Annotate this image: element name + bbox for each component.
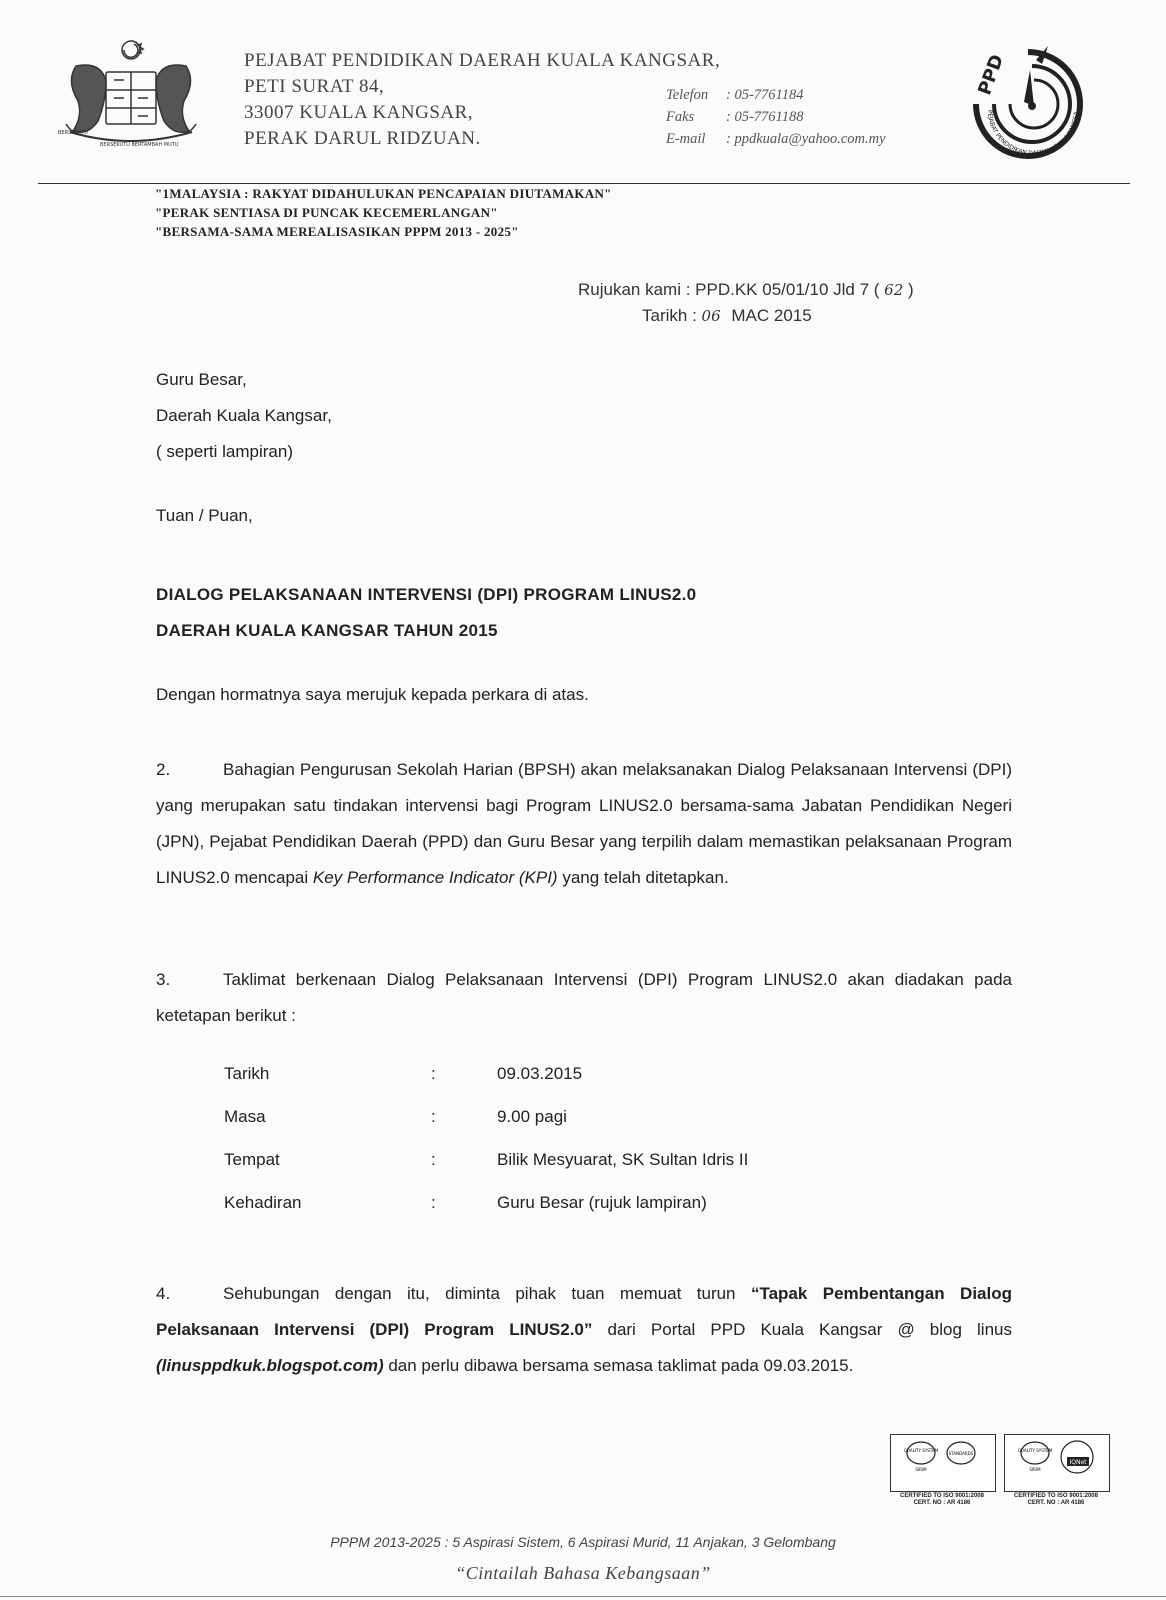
ppd-logo-letters: PPD [974,51,1009,98]
detail-row [224,1193,748,1236]
mottos [155,184,612,241]
recipient-line: Guru Besar, [156,370,247,389]
detail-row [224,1107,748,1150]
footer-pppm: PPPM 2013-2025 : 5 Aspirasi Sistem, 6 Aspirasi Murid, 11 Anjakan, 3 Gelombang [330,1534,836,1550]
paragraph-text: dan perlu dibawa bersama semasa taklimat pada 09.03.2015. [388,1356,854,1375]
contact-row-telefon [666,84,886,106]
iso-cert-badge-1 [890,1434,996,1492]
office-address [244,48,720,152]
date-prefix: Tarikh : [642,306,697,325]
footer-divider [0,1596,1166,1597]
detail-label: Kehadiran [224,1193,302,1212]
subject-line: DAERAH KUALA KANGSAR TAHUN 2015 [156,621,498,640]
address-line: PERAK DARUL RIDZUAN. [244,128,481,149]
footer-slogan: “Cintailah Bahasa Kebangsaan” [455,1563,711,1583]
address-line: PETI SURAT 84, [244,76,385,97]
ref-prefix: Rujukan kami : PPD.KK 05/01/10 Jld 7 ( [578,280,880,299]
paragraph-3 [156,962,1012,1034]
cert-2-caption [998,1493,1114,1507]
paragraph-number: 2. [156,760,171,779]
detail-row [224,1150,748,1193]
ref-suffix: ) [908,280,914,299]
contact-row-email [666,128,886,150]
detail-colon: : [431,1150,436,1169]
motto-line: "1MALAYSIA : RAKYAT DIDAHULUKAN PENCAPAIAN DIUTAMAKAN" [155,186,612,201]
detail-value: 9.00 pagi [497,1107,567,1126]
address-line: 33007 KUALA KANGSAR, [244,102,474,123]
paragraph-number: 3. [156,970,171,989]
salutation: Tuan / Puan, [156,506,253,525]
blog-link[interactable]: (linusppdkuk.blogspot.com) [156,1356,384,1375]
cert-line: CERTIFIED TO ISO 9001:2008 [1014,1493,1098,1499]
crest-ribbon-left: BERSEKUTU [58,130,88,136]
contact-value: : ppdkuala@yahoo.com.my [726,131,886,147]
motto-line: "BERSAMA-SAMA MEREALISASIKAN PPPM 2013 - 2025" [155,224,519,239]
detail-colon: : [431,1064,436,1083]
recipient [156,362,332,470]
coat-of-arms-logo [56,36,206,156]
recipient-line: Daerah Kuala Kangsar, [156,406,332,425]
paragraph-number: 4. [156,1284,171,1303]
date-suffix: MAC 2015 [731,306,812,325]
paragraph-2 [156,752,1012,896]
quality-system-label: QUALITY SYSTEM [903,1448,939,1453]
iso-cert-badge-2 [1004,1434,1110,1492]
paragraph-4 [156,1276,1012,1384]
paragraph-text: dari Portal PPD Kuala Kangsar @ blog linus [607,1320,1012,1339]
cert-1-caption [884,1493,1000,1507]
cert-line: CERT. NO : AR 4186 [1027,1500,1085,1506]
cert-line: CERT. NO : AR 4186 [913,1500,971,1506]
paragraph-text: Taklimat berkenaan Dialog Pelaksanaan Intervensi (DPI) Program LINUS2.0 akan diadakan pada ketetapan berikut : [156,970,1012,1025]
detail-value: Guru Besar (rujuk lampiran) [497,1193,707,1212]
paragraph-text: Bahagian Pengurusan Sekolah Harian (BPSH) akan melaksanakan Dialog Pelaksanaan Intervensi (DPI) yang merupakan satu tindakan intervensi bagi Program LINUS2.0 bersama-sama Jabatan Pendidikan Negeri (JPN), Pejabat Pendidikan Daerah (PPD) dan Guru Besar yang terpilih dalam memastikan pelaksanaan Program LINUS2.0 mencapai [156,760,1012,887]
iqnet-label: IQNet [1069,1459,1087,1466]
contact-info [666,84,886,150]
sirim-label: SIRIM [915,1467,927,1472]
standards-label: STANDARDS [948,1451,974,1456]
cert-line: CERTIFIED TO ISO 9001:2008 [900,1493,984,1499]
contact-row-faks [666,106,886,128]
contact-label: E-mail [666,131,706,147]
address-line: PEJABAT PENDIDIKAN DAERAH KUALA KANGSAR, [244,50,721,71]
reference-block [578,277,914,329]
ppd-logo [968,40,1098,170]
paragraph-text: yang telah ditetapkan. [562,868,729,887]
detail-value: 09.03.2015 [497,1064,583,1083]
motto-line: "PERAK SENTIASA DI PUNCAK KECEMERLANGAN" [155,205,498,220]
subject-line: DIALOG PELAKSANAAN INTERVENSI (DPI) PROGRAM LINUS2.0 [156,585,697,604]
event-details [224,1064,748,1236]
quality-system-label: QUALITY SYSTEM [1017,1448,1053,1453]
contact-label: Faks [666,109,695,125]
date-handwritten: 06 [701,307,721,325]
reference-date [578,303,914,329]
detail-label: Masa [224,1107,266,1126]
sirim-label: SIRIM [1029,1467,1041,1472]
detail-value: Bilik Mesyuarat, SK Sultan Idris II [497,1150,749,1169]
contact-value: : 05-7761188 [726,109,804,125]
ppd-logo-ring-text: PEJABAT PENDIDIKAN DAERAH KUALA KANGSA [985,109,1081,158]
detail-label: Tarikh [224,1064,270,1083]
detail-colon: : [431,1193,436,1212]
contact-value: : 05-7761184 [726,87,804,103]
detail-row [224,1064,748,1107]
ref-handwritten: 62 [884,281,904,299]
kpi-term: Key Performance Indicator (KPI) [312,868,558,887]
reference-number [578,277,914,303]
detail-colon: : [431,1107,436,1126]
letter-subject [156,577,696,649]
download-item-title: “Tapak Pembentangan Dialog Pelaksanaan Intervensi (DPI) Program LINUS2.0” [156,1284,1012,1339]
detail-label: Tempat [224,1150,280,1169]
recipient-line: ( seperti lampiran) [156,442,293,461]
crest-ribbon-bottom: BERSEKUTU BERTAMBAH MUTU [100,142,179,148]
paragraph-1: Dengan hormatnya saya merujuk kepada perkara di atas. [156,685,589,704]
paragraph-text: Sehubungan dengan itu, diminta pihak tuan memuat turun [223,1284,736,1303]
contact-label: Telefon [666,87,709,103]
